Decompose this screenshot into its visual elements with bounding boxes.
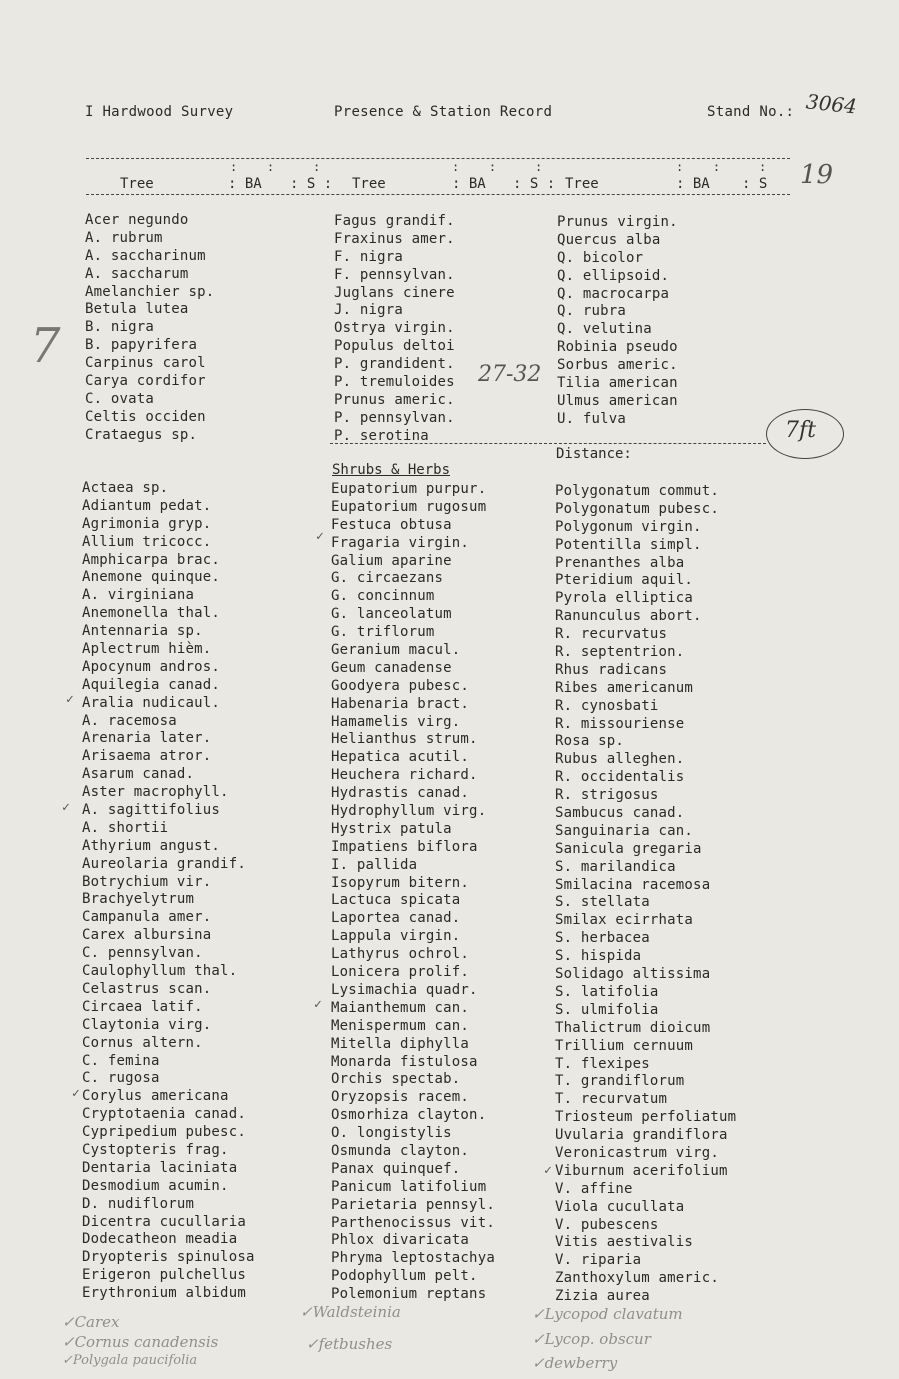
species-entry: Dicentra cucullaria bbox=[82, 1213, 246, 1230]
species-entry: V. affine bbox=[555, 1180, 633, 1197]
species-entry: Monarda fistulosa bbox=[331, 1053, 478, 1070]
species-entry: Triosteum perfoliatum bbox=[555, 1109, 737, 1126]
species-entry: Botrychium vir. bbox=[82, 873, 212, 890]
species-entry: Cryptotaenia canad. bbox=[82, 1106, 246, 1123]
species-entry: P. grandident. bbox=[334, 356, 455, 373]
species-entry: Panax quinquef. bbox=[331, 1160, 461, 1177]
species-entry: A. sagittifolius bbox=[82, 802, 221, 819]
species-entry: Carex albursina bbox=[82, 927, 212, 944]
species-entry: R. recurvatus bbox=[555, 626, 668, 643]
species-entry: Polygonatum pubesc. bbox=[555, 500, 719, 517]
species-entry: Adiantum pedat. bbox=[82, 497, 212, 514]
species-entry: T. grandiflorum bbox=[555, 1073, 685, 1090]
species-entry: Helianthus strum. bbox=[331, 731, 478, 748]
species-entry: R. strigosus bbox=[555, 787, 659, 804]
species-entry: A. racemosa bbox=[82, 712, 177, 729]
species-entry: Cornus altern. bbox=[82, 1034, 203, 1051]
species-entry: B. papyrifera bbox=[85, 337, 198, 354]
species-entry: Lappula virgin. bbox=[331, 928, 461, 945]
species-entry: Brachyelytrum bbox=[82, 891, 195, 908]
species-entry: Q. bicolor bbox=[557, 249, 644, 266]
species-entry: Menispermum can. bbox=[331, 1017, 470, 1034]
species-entry: Ostrya virgin. bbox=[334, 320, 455, 337]
species-entry: Oryzopsis racem. bbox=[331, 1089, 470, 1106]
species-entry: Ulmus american bbox=[557, 392, 678, 409]
species-entry: Ranunculus abort. bbox=[555, 608, 702, 625]
species-entry: Pteridium aquil. bbox=[555, 572, 694, 589]
species-entry: Heuchera richard. bbox=[331, 767, 478, 784]
tree-list-1 bbox=[85, 212, 214, 445]
species-entry: Geranium macul. bbox=[331, 642, 461, 659]
species-entry: Crataegus sp. bbox=[85, 426, 198, 443]
col-tree-1: Tree bbox=[120, 176, 154, 192]
species-entry: Maianthemum can. bbox=[331, 999, 470, 1016]
species-entry: Lactuca spicata bbox=[331, 892, 461, 909]
species-entry: Potentilla simpl. bbox=[555, 536, 702, 553]
species-entry: Prenanthes alba bbox=[555, 554, 685, 571]
species-entry: Sanguinaria can. bbox=[555, 822, 694, 839]
species-entry: Festuca obtusa bbox=[331, 516, 452, 533]
species-entry: Dentaria laciniata bbox=[82, 1159, 238, 1176]
check-mark: ✓ bbox=[314, 997, 322, 1012]
species-entry: Carya cordifor bbox=[85, 373, 206, 390]
species-entry: Isopyrum bitern. bbox=[331, 874, 470, 891]
species-entry: Polygonum virgin. bbox=[555, 518, 702, 535]
species-entry: S. stellata bbox=[555, 894, 650, 911]
species-entry: Lonicera prolif. bbox=[331, 964, 470, 981]
species-entry: T. flexipes bbox=[555, 1055, 650, 1072]
species-entry: Q. rubra bbox=[557, 303, 627, 320]
species-entry: J. nigra bbox=[334, 302, 404, 319]
pencil-note: ✓Carex bbox=[62, 1313, 120, 1331]
species-entry: Actaea sp. bbox=[82, 480, 169, 496]
species-entry: C. ovata bbox=[85, 390, 155, 407]
species-entry: I. pallida bbox=[331, 856, 418, 873]
species-entry: Veronicastrum virg. bbox=[555, 1144, 719, 1161]
pencil-note: ✓fetbushes bbox=[306, 1335, 393, 1353]
species-entry: Vitis aestivalis bbox=[555, 1234, 694, 1251]
colon-marks: : : : bbox=[230, 160, 323, 174]
divider-header bbox=[86, 194, 790, 195]
stand-number: 3064 bbox=[804, 89, 859, 119]
species-entry: Lathyrus ochrol. bbox=[331, 946, 470, 963]
species-entry: Trillium cernuum bbox=[555, 1037, 694, 1054]
species-entry: O. longistylis bbox=[331, 1125, 452, 1142]
species-entry: Tilia american bbox=[557, 375, 678, 392]
check-mark: ✓ bbox=[544, 1163, 552, 1178]
species-entry: Fragaria virgin. bbox=[331, 534, 470, 551]
species-entry: Thalictrum dioicum bbox=[555, 1019, 711, 1036]
side-mark: 7 bbox=[30, 318, 61, 374]
tree-list-2 bbox=[334, 213, 455, 446]
pencil-note: ✓Lycop. obscur bbox=[532, 1330, 651, 1348]
species-entry: Dodecatheon meadia bbox=[82, 1231, 238, 1248]
species-entry: Smilacina racemosa bbox=[555, 876, 711, 893]
species-entry: Phlox divaricata bbox=[331, 1232, 470, 1249]
col-s-2: : S : bbox=[513, 176, 556, 192]
species-entry: A. saccharum bbox=[85, 265, 189, 282]
species-entry: Sambucus canad. bbox=[555, 805, 685, 822]
species-entry: Aralia nudicaul. bbox=[82, 694, 221, 711]
species-entry: F. pennsylvan. bbox=[334, 266, 455, 283]
herb-list-3 bbox=[555, 483, 736, 1306]
species-entry: Q. ellipsoid. bbox=[557, 267, 670, 284]
species-entry: Hydrophyllum virg. bbox=[331, 803, 487, 820]
species-entry: Cystopteris frag. bbox=[82, 1141, 229, 1158]
species-entry: Dryopteris spinulosa bbox=[82, 1249, 255, 1266]
species-entry: Laportea canad. bbox=[331, 910, 461, 927]
check-mark: ✓ bbox=[72, 1086, 80, 1101]
species-entry: Polemonium reptans bbox=[331, 1286, 487, 1303]
tree-list-3 bbox=[557, 214, 678, 429]
col-tree-2: Tree bbox=[352, 176, 386, 192]
species-entry: Habenaria bract. bbox=[331, 695, 470, 712]
species-entry: Claytonia virg. bbox=[82, 1016, 212, 1033]
species-entry: C. rugosa bbox=[82, 1070, 160, 1087]
species-entry: R. occidentalis bbox=[555, 769, 685, 786]
pencil-note: ✓Waldsteinia bbox=[300, 1303, 401, 1321]
record-title: Presence & Station Record bbox=[334, 104, 553, 120]
check-mark: ✓ bbox=[316, 529, 324, 544]
species-entry: Zizia aurea bbox=[555, 1288, 650, 1305]
species-entry: Asarum canad. bbox=[82, 766, 195, 783]
species-entry: S. hispida bbox=[555, 948, 642, 965]
shrubs-heading: Shrubs & Herbs bbox=[332, 462, 451, 478]
species-entry: Anemonella thal. bbox=[82, 605, 221, 622]
species-entry: Aureolaria grandif. bbox=[82, 855, 246, 872]
col-ba-3: : BA bbox=[676, 176, 710, 192]
species-entry: Celastrus scan. bbox=[82, 980, 212, 997]
stand-label: Stand No.: bbox=[707, 104, 795, 120]
species-entry: Allium tricocc. bbox=[82, 533, 212, 550]
species-entry: Aplectrum hièm. bbox=[82, 641, 212, 658]
species-entry: Populus deltoi bbox=[334, 338, 455, 355]
species-entry: Campanula amer. bbox=[82, 909, 212, 926]
divider-trees bbox=[330, 443, 766, 444]
species-entry: Hydrastis canad. bbox=[331, 785, 470, 802]
species-entry: Smilax ecirrhata bbox=[555, 912, 694, 929]
species-entry: T. recurvatum bbox=[555, 1091, 668, 1108]
species-entry: Juglans cinere bbox=[334, 284, 455, 301]
species-entry: Aster macrophyll. bbox=[82, 784, 229, 801]
species-entry: R. cynosbati bbox=[555, 697, 659, 714]
species-entry: Parietaria pennsyl. bbox=[331, 1196, 495, 1213]
species-entry: Rosa sp. bbox=[555, 733, 625, 750]
survey-title: I Hardwood Survey bbox=[85, 104, 234, 120]
species-entry: Osmunda clayton. bbox=[331, 1142, 470, 1159]
species-entry: S. marilandica bbox=[555, 858, 676, 875]
species-entry: Aquilegia canad. bbox=[82, 676, 221, 693]
species-entry: Agrimonia gryp. bbox=[82, 515, 212, 532]
species-entry: Hepatica acutil. bbox=[331, 749, 470, 766]
species-entry: Sanicula gregaria bbox=[555, 840, 702, 857]
species-entry: Rubus alleghen. bbox=[555, 751, 685, 768]
species-entry: Mitella diphylla bbox=[331, 1035, 470, 1052]
species-entry: P. tremuloides bbox=[334, 374, 455, 391]
species-entry: Eupatorium rugosum bbox=[331, 498, 487, 515]
species-entry: C. pennsylvan. bbox=[82, 945, 203, 962]
species-entry: G. concinnum bbox=[331, 588, 435, 605]
species-entry: Parthenocissus vit. bbox=[331, 1214, 495, 1231]
species-entry: C. femina bbox=[82, 1052, 160, 1069]
species-entry: Impatiens biflora bbox=[331, 838, 478, 855]
species-entry: Pyrola elliptica bbox=[555, 590, 694, 607]
pencil-note: ✓dewberry bbox=[532, 1354, 618, 1372]
species-entry: Cypripedium pubesc. bbox=[82, 1124, 246, 1141]
species-entry: Corylus americana bbox=[82, 1088, 229, 1105]
species-entry: Erythronium albidum bbox=[82, 1285, 246, 1302]
pencil-note: ✓Lycopod clavatum bbox=[532, 1305, 683, 1323]
check-mark: ✓ bbox=[62, 800, 70, 815]
species-entry: Hystrix patula bbox=[331, 820, 452, 837]
hand-mark-19: 19 bbox=[800, 160, 834, 190]
colon-marks: : : : bbox=[676, 160, 769, 174]
species-entry: Orchis spectab. bbox=[331, 1071, 461, 1088]
species-entry: Amphicarpa brac. bbox=[82, 551, 221, 568]
species-entry: Anemone quinque. bbox=[82, 569, 221, 586]
species-entry: Circaea latif. bbox=[82, 998, 203, 1015]
tremuloides-note: 27-32 bbox=[478, 362, 542, 387]
species-entry: Apocynum andros. bbox=[82, 658, 221, 675]
species-entry: Eupatorium purpur. bbox=[331, 481, 487, 497]
circled-distance bbox=[766, 409, 844, 459]
species-entry: Fagus grandif. bbox=[334, 213, 455, 229]
species-entry: Celtis occiden bbox=[85, 408, 206, 425]
species-entry: Phryma leptostachya bbox=[331, 1250, 495, 1267]
species-entry: V. riparia bbox=[555, 1252, 642, 1269]
species-entry: Arenaria later. bbox=[82, 730, 212, 747]
species-entry: Desmodium acumin. bbox=[82, 1177, 229, 1194]
species-entry: Prunus americ. bbox=[334, 391, 455, 408]
species-entry: Q. velutina bbox=[557, 321, 652, 338]
species-entry: Quercus alba bbox=[557, 231, 661, 248]
colon-marks: : : : bbox=[452, 160, 545, 174]
species-entry: Arisaema atror. bbox=[82, 748, 212, 765]
species-entry: Caulophyllum thal. bbox=[82, 963, 238, 980]
species-entry: A. rubrum bbox=[85, 229, 163, 246]
species-entry: Geum canadense bbox=[331, 659, 452, 676]
species-entry: S. herbacea bbox=[555, 930, 650, 947]
divider-top bbox=[86, 158, 790, 159]
species-entry: Osmorhiza clayton. bbox=[331, 1107, 487, 1124]
species-entry: Rhus radicans bbox=[555, 661, 668, 678]
species-entry: Hamamelis virg. bbox=[331, 713, 461, 730]
species-entry: Podophyllum pelt. bbox=[331, 1268, 478, 1285]
species-entry: Lysimachia quadr. bbox=[331, 981, 478, 998]
species-entry: S. ulmifolia bbox=[555, 1001, 659, 1018]
species-entry: Amelanchier sp. bbox=[85, 283, 215, 300]
col-s-1: : S : bbox=[290, 176, 333, 192]
species-entry: Acer negundo bbox=[85, 212, 189, 228]
species-entry: Erigeron pulchellus bbox=[82, 1267, 246, 1284]
species-entry: A. shortii bbox=[82, 819, 169, 836]
species-entry: Zanthoxylum americ. bbox=[555, 1270, 719, 1287]
col-s-3: : S bbox=[742, 176, 768, 192]
species-entry: F. nigra bbox=[334, 248, 404, 265]
species-entry: A. saccharinum bbox=[85, 247, 206, 264]
species-entry: R. septentrion. bbox=[555, 644, 685, 661]
herb-list-1 bbox=[82, 480, 255, 1303]
species-entry: Goodyera pubesc. bbox=[331, 677, 470, 694]
species-entry: Athyrium angust. bbox=[82, 837, 221, 854]
species-entry: Robinia pseudo bbox=[557, 339, 678, 356]
species-entry: Betula lutea bbox=[85, 301, 189, 318]
col-ba-1: : BA bbox=[228, 176, 262, 192]
species-entry: Ribes americanum bbox=[555, 679, 694, 696]
species-entry: G. triflorum bbox=[331, 624, 435, 641]
herb-list-2 bbox=[331, 481, 495, 1304]
pencil-note: ✓Polygala paucifolia bbox=[62, 1353, 198, 1368]
species-entry: U. fulva bbox=[557, 410, 627, 427]
species-entry: Viburnum acerifolium bbox=[555, 1162, 728, 1179]
species-entry: Fraxinus amer. bbox=[334, 230, 455, 247]
circled-text: 7ft bbox=[785, 418, 816, 443]
distance-label: Distance: bbox=[556, 446, 632, 462]
species-entry: G. lanceolatum bbox=[331, 606, 452, 623]
species-entry: Panicum latifolium bbox=[331, 1178, 487, 1195]
species-entry: Carpinus carol bbox=[85, 355, 206, 372]
species-entry: S. latifolia bbox=[555, 983, 659, 1000]
species-entry: V. pubescens bbox=[555, 1216, 659, 1233]
col-tree-3: Tree bbox=[565, 176, 599, 192]
species-entry: B. nigra bbox=[85, 319, 155, 336]
species-entry: D. nudiflorum bbox=[82, 1195, 195, 1212]
species-entry: Polygonatum commut. bbox=[555, 483, 719, 499]
species-entry: A. virginiana bbox=[82, 587, 195, 604]
species-entry: Q. macrocarpa bbox=[557, 285, 670, 302]
species-entry: G. circaezans bbox=[331, 570, 444, 587]
species-entry: P. pennsylvan. bbox=[334, 409, 455, 426]
species-entry: Uvularia grandiflora bbox=[555, 1127, 728, 1144]
species-entry: Prunus virgin. bbox=[557, 214, 678, 230]
species-entry: Solidago altissima bbox=[555, 966, 711, 983]
species-entry: Antennaria sp. bbox=[82, 623, 203, 640]
species-entry: Galium aparine bbox=[331, 552, 452, 569]
pencil-note: ✓Cornus canadensis bbox=[62, 1333, 219, 1351]
col-ba-2: : BA bbox=[452, 176, 486, 192]
species-entry: Viola cucullata bbox=[555, 1198, 685, 1215]
species-entry: R. missouriense bbox=[555, 715, 685, 732]
check-mark: ✓ bbox=[66, 692, 74, 707]
species-entry: Sorbus americ. bbox=[557, 357, 678, 374]
species-entry: P. serotina bbox=[334, 427, 429, 444]
